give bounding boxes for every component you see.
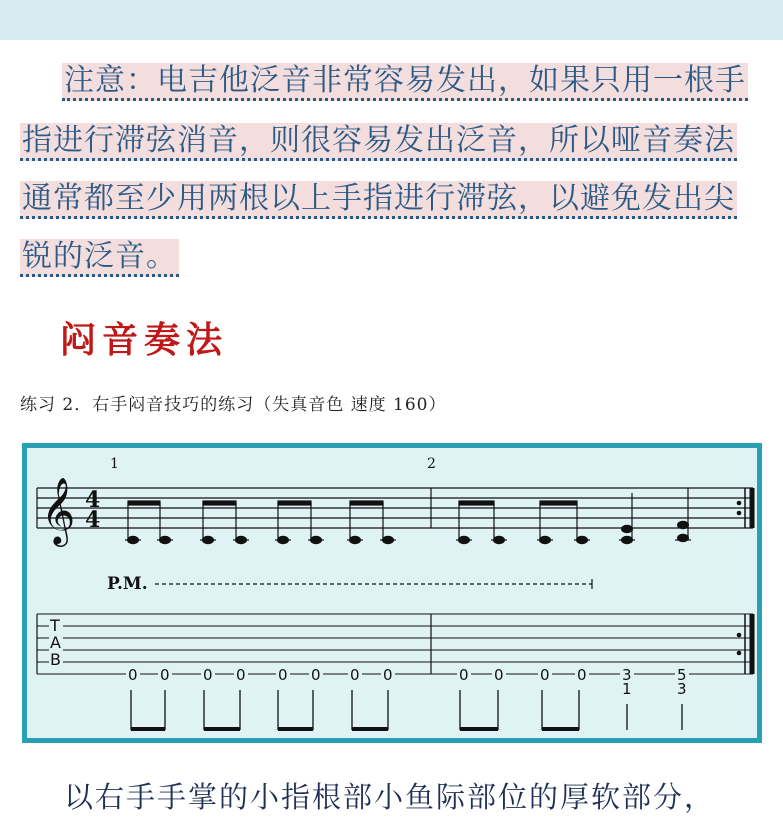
quarter-note-chords [619, 488, 691, 544]
measure-number-2: 2 [427, 456, 436, 472]
section-title: 闷音奏法 [60, 319, 229, 361]
tab-letter-a: A [50, 633, 61, 652]
measure-number-1: 1 [110, 456, 119, 472]
tab-fret: 1 [622, 680, 632, 698]
tab-rhythm-stems [131, 690, 682, 730]
tab-fret: 5 [677, 666, 687, 684]
repeat-dot [737, 501, 742, 506]
time-signature-bottom: 4 [85, 507, 101, 533]
tab-fret: 0 [236, 666, 246, 684]
tab-fret: 0 [203, 666, 213, 684]
tab-fret: 0 [128, 666, 138, 684]
score-box [22, 443, 762, 743]
note-line-4: 锐的泛音。 [20, 236, 179, 278]
tab-fret: 0 [540, 666, 550, 684]
tab-fret: 3 [677, 680, 687, 698]
note-line-3: 通常都至少用两根以上手指进行滞弦，以避免发出尖 [20, 178, 737, 220]
tab-lines [37, 614, 753, 674]
tab-fret: 3 [622, 666, 632, 684]
tab-fret: 0 [311, 666, 321, 684]
palm-mute-label: P.M. [107, 574, 148, 594]
repeat-dot [737, 511, 742, 516]
tab-fret: 0 [494, 666, 504, 684]
tab-fret: 0 [383, 666, 393, 684]
tab-fret: 0 [160, 666, 170, 684]
treble-clef-icon: 𝄞 [41, 476, 76, 544]
time-signature-top: 4 [85, 487, 101, 513]
tab-fret: 0 [278, 666, 288, 684]
tab-fret: 0 [350, 666, 360, 684]
bottom-paragraph-line: 以右手手掌的小指根部小鱼际部位的厚软部分， [64, 780, 716, 814]
tab-fret: 0 [459, 666, 469, 684]
staff-lines [37, 488, 753, 528]
tab-letter-t: T [50, 616, 60, 635]
tab-rhythm-beams [131, 727, 579, 731]
note-line-2: 指进行滞弦消音，则很容易发出泛音，所以哑音奏法 [20, 120, 737, 162]
tab-frets [126, 666, 689, 698]
repeat-dot [737, 651, 742, 656]
repeat-dot [737, 633, 742, 638]
score-svg [27, 448, 757, 738]
note-line-1: 注意：电吉他泛音非常容易发出，如果只用一根手 [62, 60, 748, 102]
exercise-caption: 练习 2．右手闷音技巧的练习（失真音色 速度 160） [20, 395, 447, 415]
tab-fret: 0 [577, 666, 587, 684]
tab-letter-b: B [50, 650, 61, 669]
top-band [0, 0, 783, 40]
